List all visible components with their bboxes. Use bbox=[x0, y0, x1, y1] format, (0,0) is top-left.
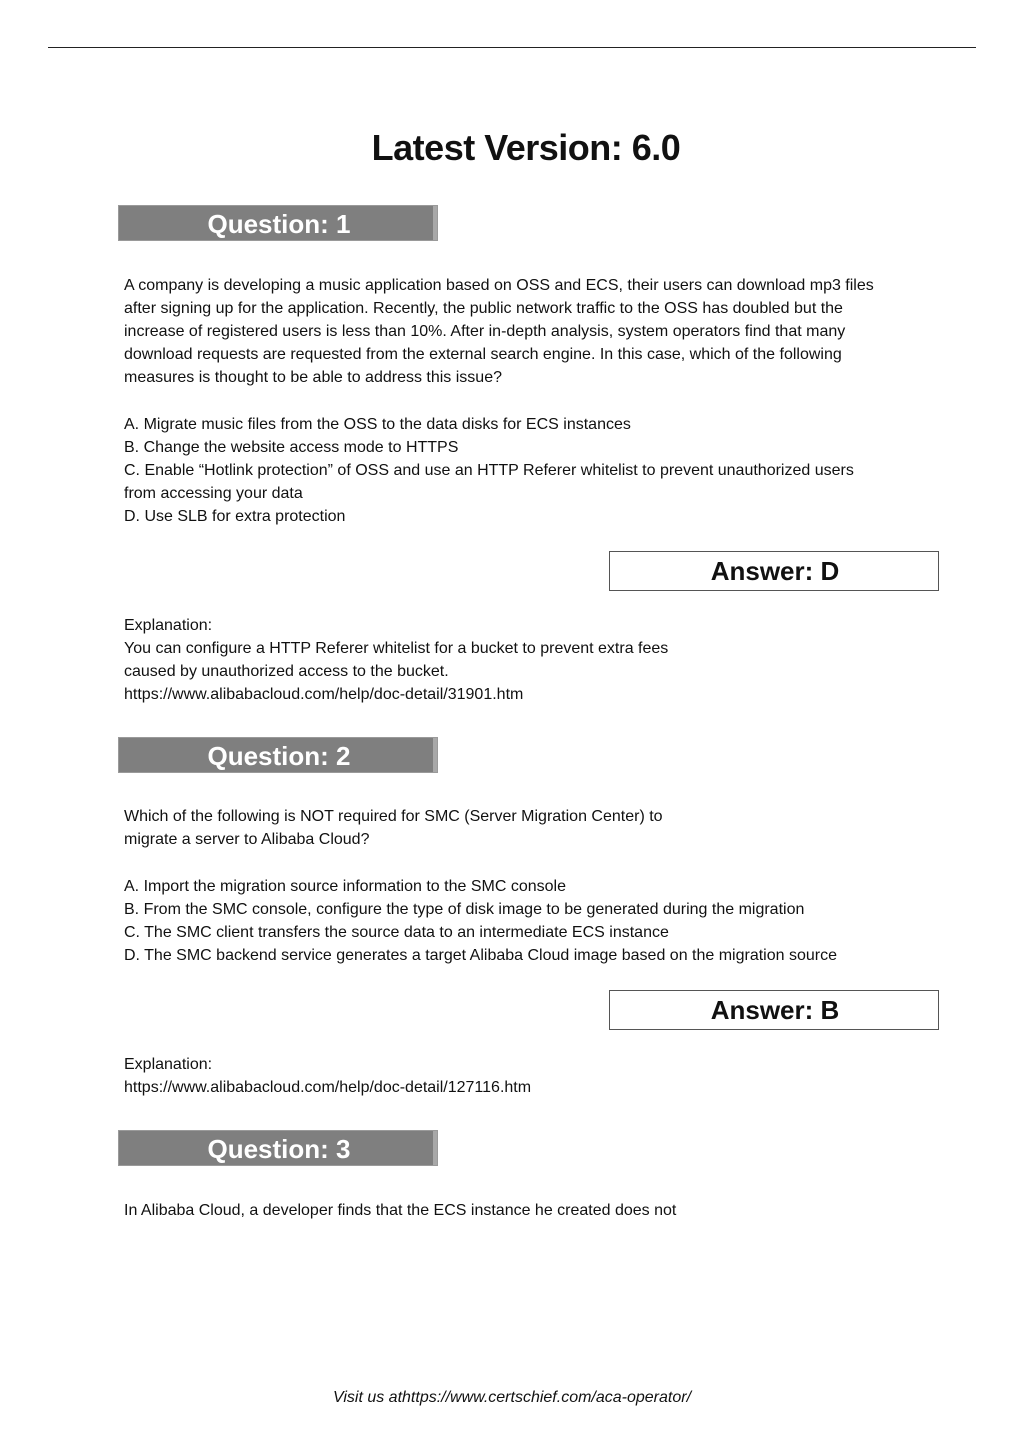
top-rule bbox=[48, 47, 976, 48]
question-2-label: Question: 2 bbox=[207, 741, 351, 771]
answer-label: Answer: D bbox=[710, 556, 840, 586]
footer-link[interactable]: Visit us athttps://www.certschief.com/aca-operator/ bbox=[332, 1389, 692, 1406]
question-2-answer-box bbox=[609, 990, 939, 1030]
explanation-line: Explanation: bbox=[124, 617, 213, 634]
question-2-text bbox=[124, 805, 663, 851]
option-line: C. Enable “Hotlink protection” of OSS and use an HTTP Referer whitelist to prevent unauthorized users bbox=[124, 462, 854, 479]
explanation-line: Explanation: bbox=[124, 1056, 213, 1073]
option-line: D. The SMC backend service generates a target Alibaba Cloud image based on the migration source bbox=[124, 947, 837, 964]
question-1-header bbox=[118, 205, 438, 241]
text-line: migrate a server to Alibaba Cloud? bbox=[124, 831, 370, 848]
option-line: from accessing your data bbox=[124, 485, 303, 502]
question-3-text bbox=[124, 1199, 676, 1222]
explanation-link[interactable]: https://www.alibabacloud.com/help/doc-detail/31901.htm bbox=[124, 686, 524, 703]
question-2-header bbox=[118, 737, 438, 773]
text-line: In Alibaba Cloud, a developer finds that the ECS instance he created does not bbox=[124, 1202, 677, 1219]
option-line: B. Change the website access mode to HTTPS bbox=[124, 439, 459, 456]
answer-label: Answer: B bbox=[710, 995, 840, 1025]
question-1-options bbox=[124, 413, 854, 528]
text-line: download requests are requested from the external search engine. In this case, which of the following bbox=[124, 346, 842, 363]
option-line: D. Use SLB for extra protection bbox=[124, 508, 346, 525]
question-1-answer-box bbox=[609, 551, 939, 591]
question-1-explanation bbox=[124, 614, 668, 706]
explanation-line: You can configure a HTTP Referer whitelist for a bucket to prevent extra fees bbox=[124, 640, 669, 657]
question-1-label: Question: 1 bbox=[207, 209, 351, 239]
header-shade bbox=[433, 738, 437, 772]
question-3-label: Question: 3 bbox=[207, 1134, 351, 1164]
option-line: C. The SMC client transfers the source data to an intermediate ECS instance bbox=[124, 924, 669, 941]
text-line: measures is thought to be able to address this issue? bbox=[124, 369, 502, 386]
question-3-header bbox=[118, 1130, 438, 1166]
option-line: A. Migrate music files from the OSS to the data disks for ECS instances bbox=[124, 416, 631, 433]
option-line: B. From the SMC console, configure the type of disk image to be generated during the migration bbox=[124, 901, 805, 918]
question-2-explanation bbox=[124, 1053, 531, 1099]
text-line: increase of registered users is less than 10%. After in-depth analysis, system operators find that many bbox=[124, 323, 846, 340]
page-title: Latest Version: 6.0 bbox=[371, 127, 681, 168]
text-line: after signing up for the application. Recently, the public network traffic to the OSS has doubled but the bbox=[124, 300, 843, 317]
header-shade bbox=[433, 1131, 437, 1165]
question-2-options bbox=[124, 875, 837, 967]
explanation-line: caused by unauthorized access to the bucket. bbox=[124, 663, 449, 680]
option-line: A. Import the migration source information to the SMC console bbox=[124, 878, 566, 895]
header-shade bbox=[433, 206, 437, 240]
question-1-text bbox=[124, 274, 874, 389]
explanation-link[interactable]: https://www.alibabacloud.com/help/doc-detail/127116.htm bbox=[124, 1079, 532, 1096]
text-line: Which of the following is NOT required for SMC (Server Migration Center) to bbox=[124, 808, 663, 825]
text-line: A company is developing a music application based on OSS and ECS, their users can download mp3 files bbox=[124, 277, 874, 294]
